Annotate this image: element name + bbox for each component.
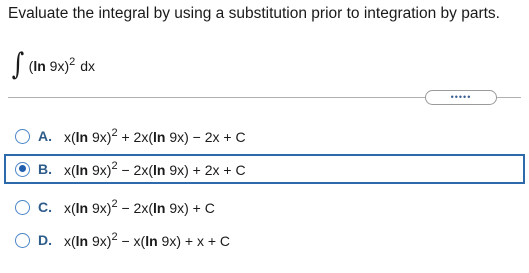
radio-icon[interactable]: [15, 129, 30, 144]
option-letter: D.: [38, 232, 52, 248]
option-letter: B.: [38, 161, 52, 177]
option-answer: x(ln 9x)$^2$ − x(ln 9x) + x + C: [64, 231, 231, 249]
integrand: (ln 9x)$^2$ dx: [28, 56, 96, 74]
option-b[interactable]: [4, 154, 525, 184]
radio-icon[interactable]: [15, 233, 30, 248]
radio-icon[interactable]: [15, 200, 30, 215]
integral-sign: ∫: [11, 47, 25, 82]
option-answer: x(ln 9x)$^2$ − 2x(ln 9x) + C: [64, 198, 215, 216]
option-answer: x(ln 9x)$^2$ − 2x(ln 9x) + 2x + C: [64, 160, 246, 178]
option-letter: C.: [38, 199, 52, 215]
option-letter: A.: [38, 128, 52, 144]
integral-expression: [10, 46, 95, 84]
expand-button[interactable]: •••••: [425, 90, 497, 105]
question-text: Evaluate the integral by using a substitution prior to integration by parts.: [8, 5, 500, 22]
radio-checked-icon[interactable]: [15, 162, 30, 177]
option-d[interactable]: [8, 225, 521, 255]
option-answer: x(ln 9x)$^2$ + 2x(ln 9x) − 2x + C: [64, 127, 246, 145]
option-c[interactable]: [8, 192, 521, 222]
option-a[interactable]: [8, 121, 521, 151]
